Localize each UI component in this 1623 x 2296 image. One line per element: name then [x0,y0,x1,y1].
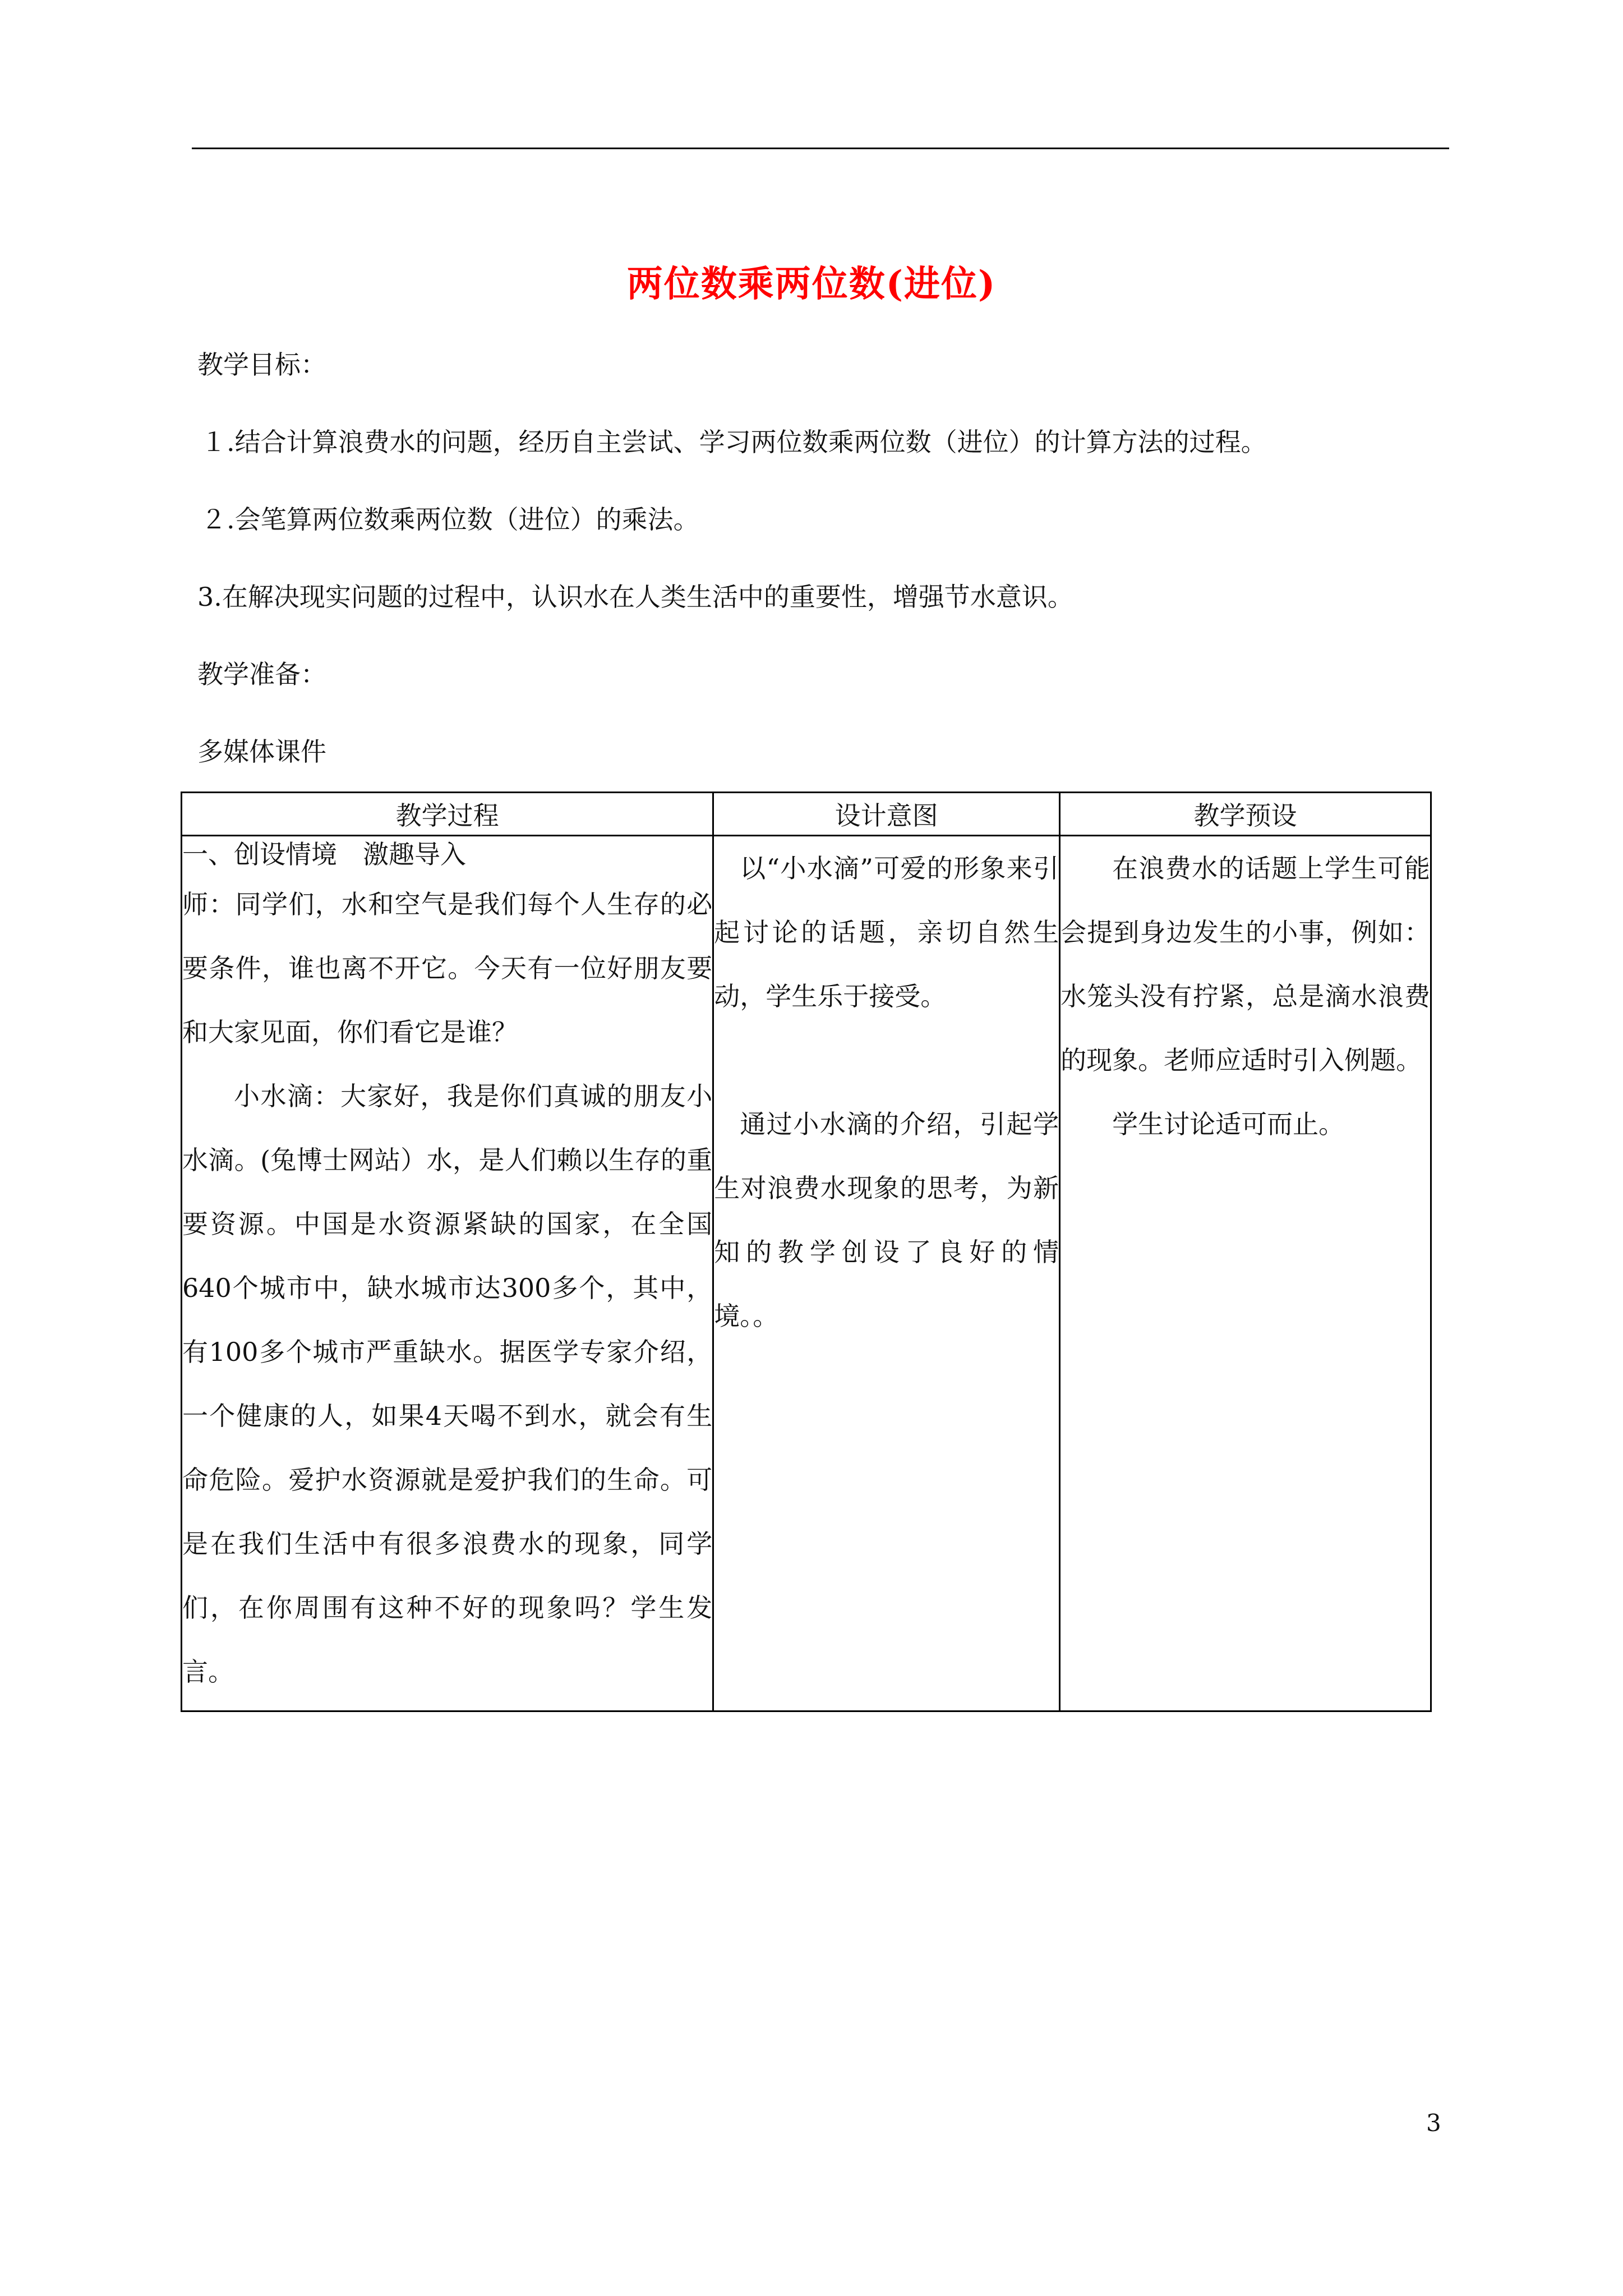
objective-1: １.结合计算浪费水的问题，经历自主尝试、学习两位数乘两位数（进位）的计算方法的过程。 [201,427,1267,457]
prep-item: 多媒体课件 [197,737,326,767]
preset-cell [1060,836,1431,1711]
header-process: 教学过程 [182,793,713,836]
teacher-text: 师：同学们，水和空气是我们每个人生存的必要条件，谁也离不开它。今天有一位好朋友要和大家见面，你们看它是谁？ [182,889,713,1047]
header-rule [192,148,1449,149]
lesson-table [181,792,1432,1712]
intent-2: 通过小水滴的介绍，引起学生对浪费水现象的思考，为新知的教学创设了良好的情境。。 [714,1109,1059,1331]
header-intent: 设计意图 [713,793,1060,836]
table-row [182,836,1431,1711]
table-header-row [182,793,1431,836]
header-preset: 教学预设 [1060,793,1431,836]
objectives-heading: 教学目标： [197,349,326,380]
process-cell [182,836,713,1711]
intent-1: 以“小水滴”可爱的形象来引起讨论的话题，亲切自然生动，学生乐于接受。 [714,853,1059,1011]
section-title: 一、创设情境 激趣导入 [182,839,466,869]
page-title: 两位数乘两位数(进位) [626,263,997,305]
droplet-text: 小水滴：大家好，我是你们真诚的朋友小水滴。(兔博士网站）水，是人们赖以生存的重要资源。中国是水资源紧缺的国家，在全国640个城市中，缺水城市达300多个，其中，有100多个城市严重缺水。据医学专家介绍，一个健康的人，如果4天喝不到水，就会有生命危险。爱护水资源就是爱护我们的生命。可是在我们生活中有很多浪费水的现象，同学们，在你周围有这种不好的现象吗？学生发言。 [182,1081,713,1687]
objective-3: 3.在解决现实问题的过程中，认识水在人类生活中的重要性，增强节水意识。 [197,582,1073,612]
preset-1: 在浪费水的话题上学生可能会提到身边发生的小事，例如：水笼头没有拧紧，总是滴水浪费的现象。老师应适时引入例题。 [1061,853,1430,1075]
page-number: 3 [1426,2109,1441,2137]
spacer [714,1028,1059,1092]
intent-cell [713,836,1060,1711]
prep-heading: 教学准备： [197,659,326,689]
objective-2: ２.会笔算两位数乘两位数（进位）的乘法。 [201,504,699,535]
preset-2: 学生讨论适可而止。 [1112,1109,1345,1139]
